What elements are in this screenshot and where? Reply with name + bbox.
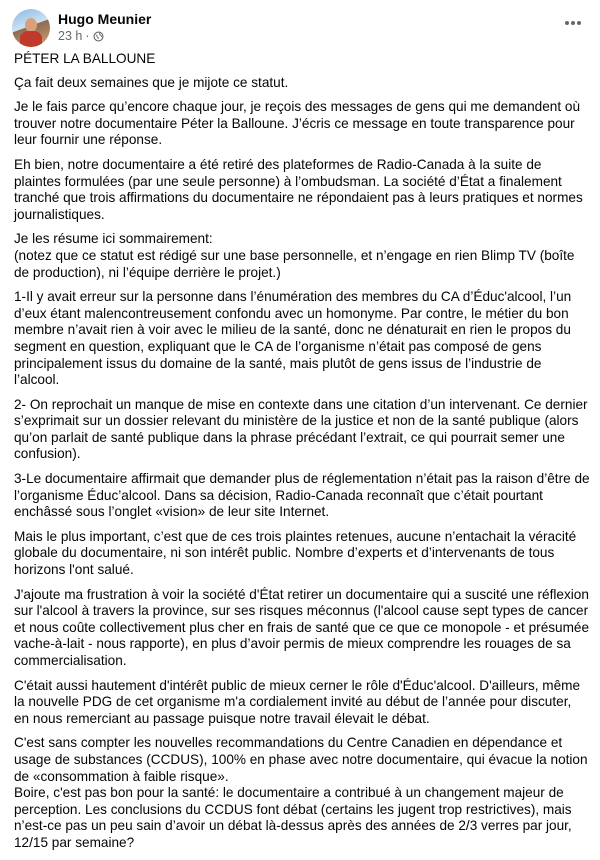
post-paragraph: Je les résume ici sommairement: (notez que ce statut est rédigé sur une base personnelle, et n’engage en rien Blimp TV (boîte de production), ni l’équipe derrière le projet.) <box>14 231 575 280</box>
post-timestamp[interactable]: 23 h <box>58 29 83 43</box>
post-header <box>0 0 600 50</box>
more-options-icon <box>564 20 582 26</box>
avatar-face <box>25 18 37 32</box>
avatar[interactable] <box>12 9 50 47</box>
post-meta <box>58 28 104 44</box>
post-paragraph: C'était aussi hautement d'intérêt public de mieux cerner le rôle d'Éduc'alcool. D'ailleurs, même la nouvelle PDG de cet organisme m'a cordialement invité au début de l’année pour discuter, en nous remerciant au passage puisque notre travail élevait le débat. <box>14 677 581 726</box>
post-paragraph: 2- On reprochait un manque de mise en contexte dans une citation d’un intervenant. Ce dernier s’exprimait sur un dossier relevant du ministère de la justice et non de la santé publique (alors qu’on parlait de santé publique dans la phrase précédant l’extrait, ce qui pourrait semer une confusion). <box>14 396 588 462</box>
post-paragraph: Eh bien, notre documentaire a été retiré des plateformes de Radio-Canada à la suite de plaintes formulées (par une seule personne) à l’ombudsman. La société d’État a finalement tranché que trois affirmations du documentaire ne répondaient pas à leurs pratiques et normes journalistiques. <box>14 156 583 222</box>
post-paragraph: C'est sans compter les nouvelles recommandations du Centre Canadien en dépendance et usage de substances (CCDUS), 100% en phase avec notre documentaire, qui évacue la notion de «consommation à faible risque». Boire, c'est pas bon pour la santé: le documentaire a contribué à un changement majeur de perception. Les conclusions du CCDUS font débat (certains les jugent trop restrictives), mais n’est-ce pas un peu sain d’avoir un débat là-dessus après des années de 2/3 verres par jour, 12/15 par semaine? <box>14 735 588 850</box>
post-paragraph: Je le fais parce qu’encore chaque jour, je reçois des messages de gens qui me demandent où trouver notre documentaire Péter la Balloune. J’écris ce message en toute transparence pour leur fournir une réponse. <box>14 99 580 148</box>
post-paragraph: Ça fait deux semaines que je mijote ce statut. <box>14 74 289 90</box>
post-paragraph: Mais le plus important, c’est que de ces trois plaintes retenues, aucune n’entachait la véracité globale du documentaire, ni son intérêt public. Nombre d’experts et d’intervenants de tous horizons l'ont salué. <box>14 528 577 578</box>
more-options-button[interactable] <box>560 10 586 36</box>
author-name[interactable]: Hugo Meunier <box>58 11 152 27</box>
avatar-shirt <box>20 31 42 47</box>
globe-icon[interactable] <box>93 31 104 42</box>
post-title: PÉTER LA BALLOUNE <box>14 51 156 66</box>
post-body <box>14 51 590 860</box>
post-paragraph: 3-Le documentaire affirmait que demander plus de réglementation n’était pas la raison d’être de l’organisme Éduc’alcool. Dans sa décision, Radio-Canada reconnaît que c’était pourtant enchâssé sous l’onglet «vision» de leur site Internet. <box>14 471 590 520</box>
post-paragraph: J'ajoute ma frustration à voir la société d'État retirer un documentaire qui a suscité une réflexion sur l'alcool à travers la province, sur ses risques méconnus (l'alcool cause sept types de cancer et nous coûte collectivement plus cher en frais de santé que ce que ce monopole - et présumée vache-à-lait - nous rapporte), en plus d’avoir permis de mieux comprendre les rouages de sa commercialisation. <box>14 586 590 668</box>
meta-separator: · <box>85 29 90 43</box>
post-paragraph: 1-Il y avait erreur sur la personne dans l’énumération des membres du CA d’Éduc'alcool, l’un d’eux étant malencontreusement confondu avec un homonyme. Par contre, le métier du bon membre n’avait rien à voir avec le milieu de la santé, donc ne dénaturait en rien le propos du segment en question, expliquant que le CA de l’organisme n’était pas composé de gens principalement issus du domaine de la santé, mais plutôt de gens issus de l’industrie de l’alcool. <box>14 289 572 388</box>
